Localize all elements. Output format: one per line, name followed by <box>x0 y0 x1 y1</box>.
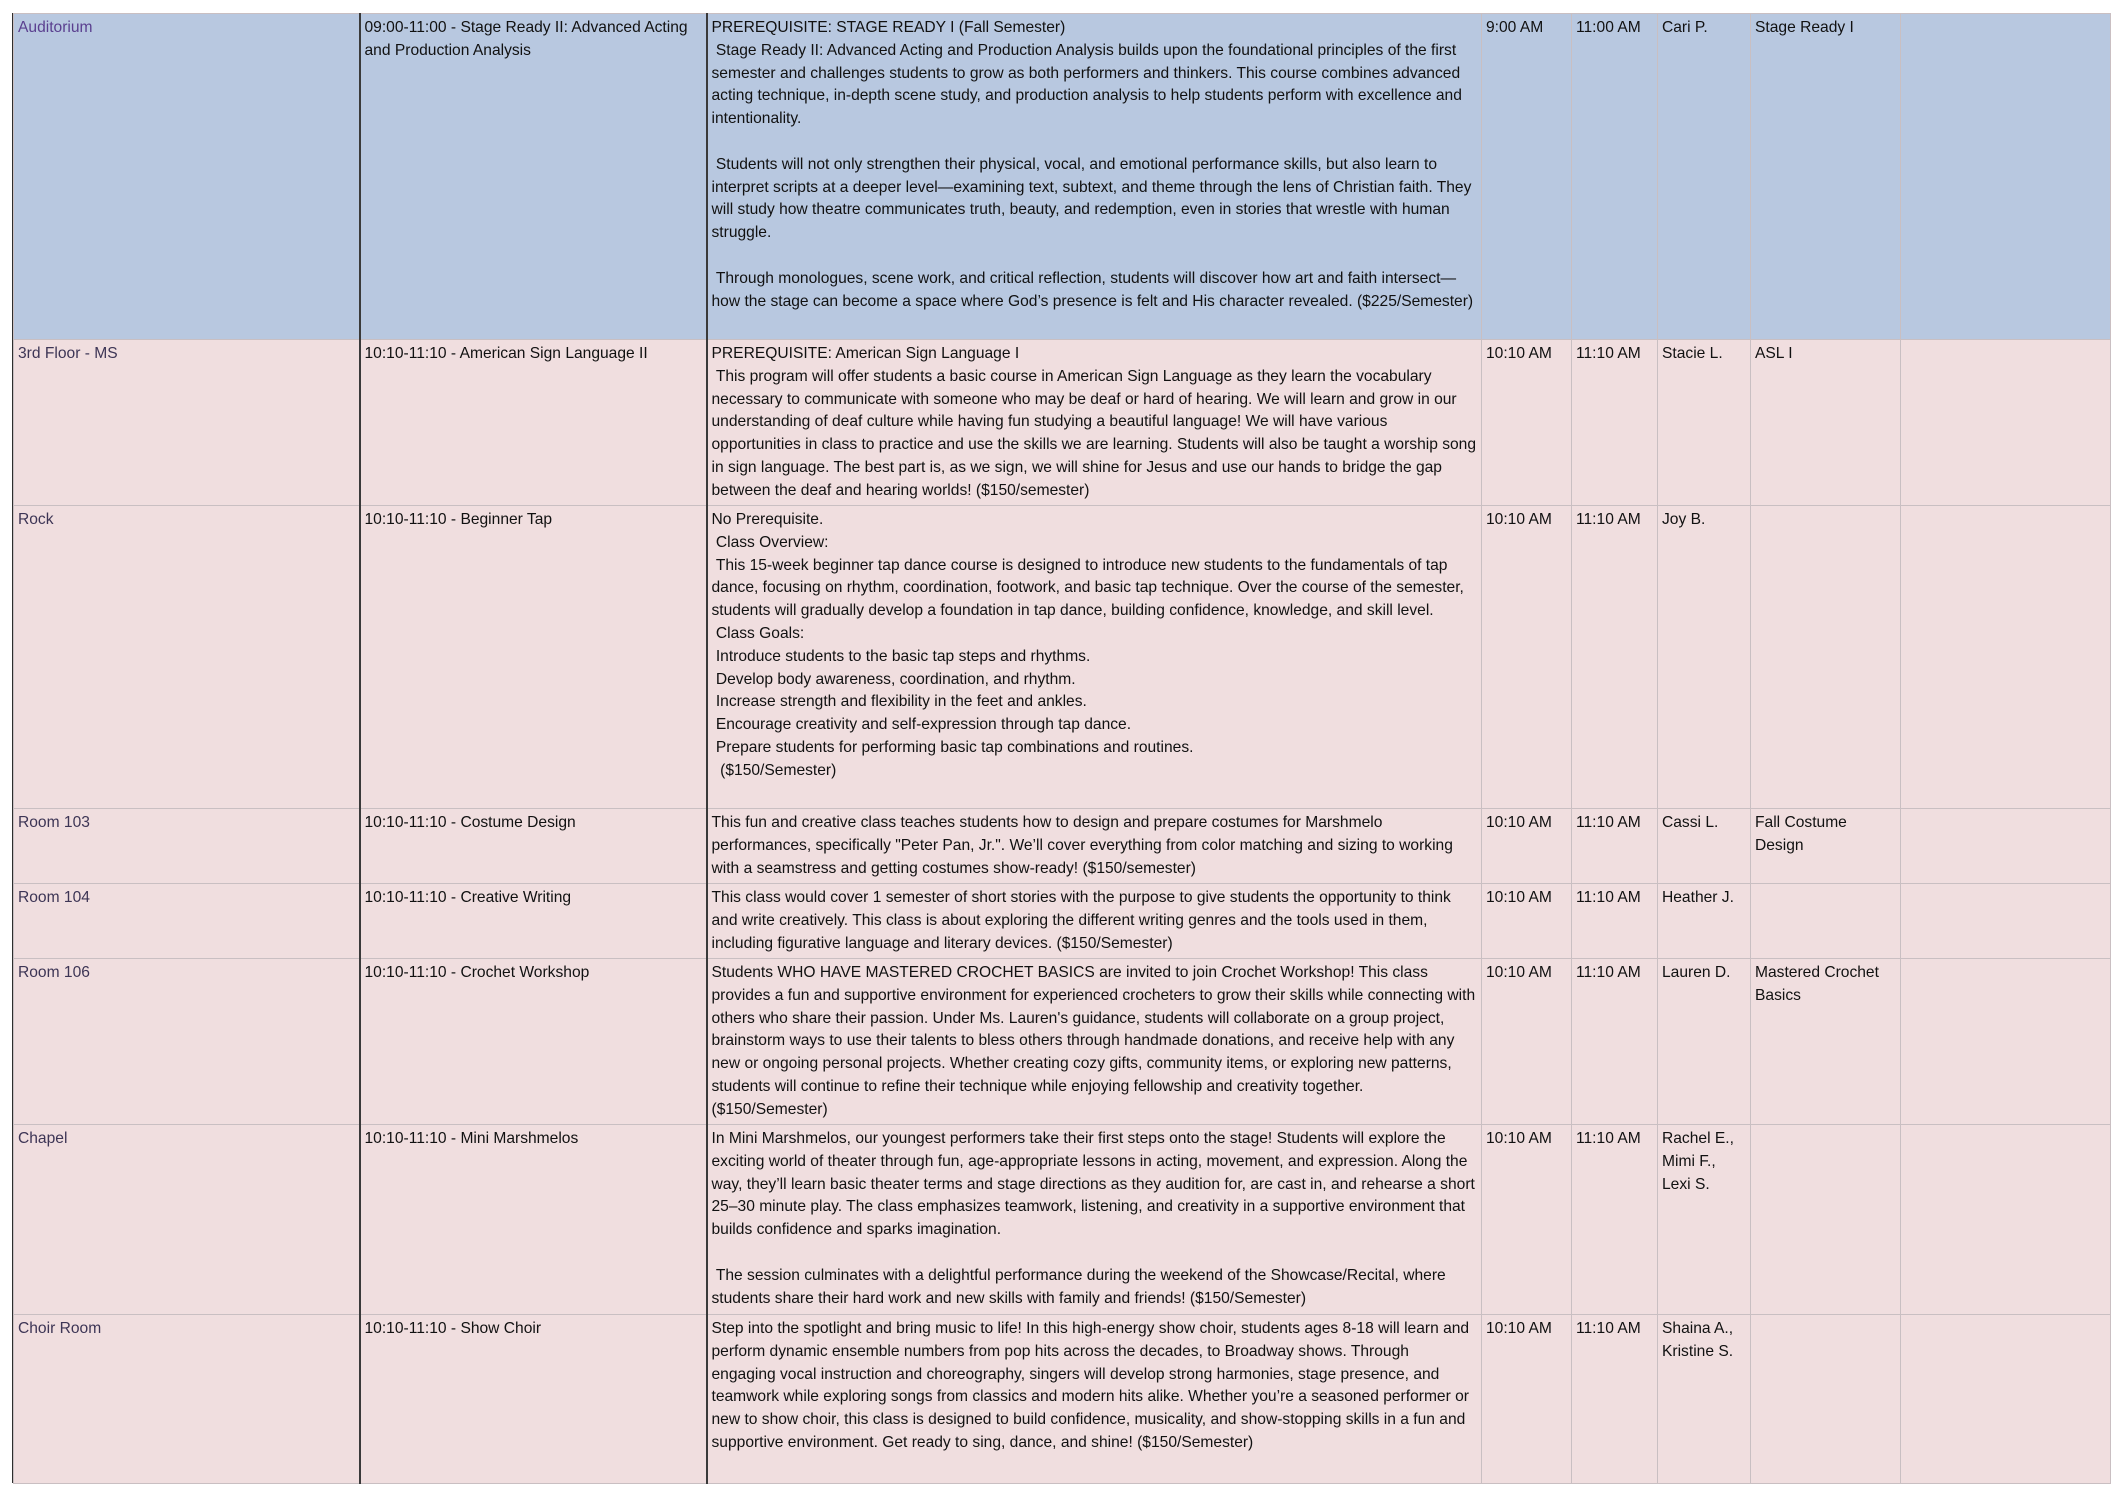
description-cell[interactable]: PREREQUISITE: STAGE READY I (Fall Semester) Stage Ready II: Advanced Acting and Production Analysis builds upon the foundational principles of the first semester and challenges students to grow as both performers and thinkers. This course combines advanced acting technique, in-depth scene study, and production analysis to help students perform with excellence and intentionality. Students will not only strengthen their physical, vocal, and emotional performance skills, but also learn to interpret scripts at a deeper level—examining text, subtext, and theme through the lens of Christian faith. They will study how theatre communicates truth, beauty, and redemption, even in stories that wrestle with human struggle. Through monologues, scene work, and critical reflection, students will discover how art and faith intersect—how the stage can become a space where God’s presence is felt and His character revealed. ($225/Semester) <box>707 14 1482 340</box>
end-time-cell[interactable]: 11:10 AM <box>1572 884 1658 959</box>
room-cell[interactable]: 3rd Floor - MS <box>14 340 360 506</box>
empty-cell[interactable] <box>1901 1125 2111 1315</box>
prerequisite-cell[interactable]: Mastered Crochet Basics <box>1751 959 1901 1125</box>
prerequisite-cell[interactable] <box>1751 1125 1901 1315</box>
class-cell[interactable]: 10:10-11:10 - Show Choir <box>360 1315 707 1484</box>
teacher-cell[interactable]: Joy B. <box>1658 506 1751 809</box>
empty-cell[interactable] <box>1901 884 2111 959</box>
prerequisite-cell[interactable]: ASL I <box>1751 340 1901 506</box>
teacher-cell[interactable]: Stacie L. <box>1658 340 1751 506</box>
start-time-cell[interactable]: 10:10 AM <box>1482 884 1572 959</box>
description-cell[interactable]: This class would cover 1 semester of short stories with the purpose to give students the opportunity to think and write creatively. This class is about exploring the different writing genres and the tools used in them, including figurative language and literary devices. ($150/Semester) <box>707 884 1482 959</box>
end-time-cell[interactable]: 11:10 AM <box>1572 959 1658 1125</box>
end-time-cell[interactable]: 11:10 AM <box>1572 1315 1658 1484</box>
table-row[interactable] <box>14 1125 2111 1315</box>
table-row[interactable] <box>14 14 2111 340</box>
class-cell[interactable]: 10:10-11:10 - Costume Design <box>360 809 707 884</box>
prerequisite-cell[interactable] <box>1751 884 1901 959</box>
empty-cell[interactable] <box>1901 506 2111 809</box>
start-time-cell[interactable]: 10:10 AM <box>1482 1315 1572 1484</box>
end-time-cell[interactable]: 11:10 AM <box>1572 340 1658 506</box>
class-cell[interactable]: 10:10-11:10 - Creative Writing <box>360 884 707 959</box>
class-cell[interactable]: 10:10-11:10 - Beginner Tap <box>360 506 707 809</box>
start-time-cell[interactable]: 9:00 AM <box>1482 14 1572 340</box>
start-time-cell[interactable]: 10:10 AM <box>1482 340 1572 506</box>
end-time-cell[interactable]: 11:00 AM <box>1572 14 1658 340</box>
room-cell[interactable]: Room 106 <box>14 959 360 1125</box>
table-row[interactable] <box>14 809 2111 884</box>
room-cell[interactable]: Chapel <box>14 1125 360 1315</box>
class-cell[interactable]: 09:00-11:00 - Stage Ready II: Advanced Acting and Production Analysis <box>360 14 707 340</box>
room-cell[interactable]: Room 104 <box>14 884 360 959</box>
prerequisite-cell[interactable]: Stage Ready I <box>1751 14 1901 340</box>
room-cell[interactable]: Choir Room <box>14 1315 360 1484</box>
description-cell[interactable]: No Prerequisite. Class Overview: This 15-week beginner tap dance course is designed to introduce new students to the fundamentals of tap dance, focusing on rhythm, coordination, footwork, and basic tap technique. Over the course of the semester, students will gradually develop a foundation in tap dance, building confidence, knowledge, and skill level. Class Goals: Introduce students to the basic tap steps and rhythms. Develop body awareness, coordination, and rhythm. Increase strength and flexibility in the feet and ankles. Encourage creativity and self-expression through tap dance. Prepare students for performing basic tap combinations and routines. ($150/Semester) <box>707 506 1482 809</box>
teacher-cell[interactable]: Heather J. <box>1658 884 1751 959</box>
prerequisite-cell[interactable]: Fall Costume Design <box>1751 809 1901 884</box>
description-cell[interactable]: PREREQUISITE: American Sign Language I This program will offer students a basic course in American Sign Language as they learn the vocabulary necessary to communicate with someone who may be deaf or hard of hearing. We will learn and grow in our understanding of deaf culture while having fun studying a beautiful language! We will have various opportunities in class to practice and use the skills we are learning. Students will also be taught a worship song in sign language. The best part is, as we sign, we will shine for Jesus and use our hands to bridge the gap between the deaf and hearing worlds! ($150/semester) <box>707 340 1482 506</box>
description-cell[interactable]: Students WHO HAVE MASTERED CROCHET BASICS are invited to join Crochet Workshop! This class provides a fun and supportive environment for experienced crocheters to grow their skills while connecting with others who share their passion. Under Ms. Lauren's guidance, students will collaborate on a group project, brainstorm ways to use their talents to bless others through handmade donations, and receive help with any new or ongoing personal projects. Whether creating cozy gifts, community items, or exploring new patterns, students will continue to refine their technique while enjoying fellowship and creativity together. ($150/Semester) <box>707 959 1482 1125</box>
schedule-table <box>13 13 2111 1484</box>
empty-cell[interactable] <box>1901 1315 2111 1484</box>
table-row[interactable] <box>14 1315 2111 1484</box>
table-row[interactable] <box>14 959 2111 1125</box>
empty-cell[interactable] <box>1901 809 2111 884</box>
empty-cell[interactable] <box>1901 340 2111 506</box>
description-cell[interactable]: In Mini Marshmelos, our youngest performers take their first steps onto the stage! Students will explore the exciting world of theater through fun, age-appropriate lessons in acting, movement, and expression. Along the way, they’ll learn basic theater terms and stage directions as they audition for, are cast in, and rehearse a short 25–30 minute play. The class emphasizes teamwork, listening, and creativity in a supportive environment that builds confidence and sparks imagination. The session culminates with a delightful performance during the weekend of the Showcase/Recital, where students share their hard work and new skills with family and friends! ($150/Semester) <box>707 1125 1482 1315</box>
teacher-cell[interactable]: Shaina A., Kristine S. <box>1658 1315 1751 1484</box>
teacher-cell[interactable]: Rachel E., Mimi F., Lexi S. <box>1658 1125 1751 1315</box>
description-cell[interactable]: Step into the spotlight and bring music to life! In this high-energy show choir, students ages 8-18 will learn and perform dynamic ensemble numbers from pop hits across the decades, to Broadway shows. Through engaging vocal instruction and choreography, singers will develop strong harmonies, stage presence, and teamwork while exploring songs from classics and modern hits alike. Whether you’re a seasoned performer or new to show choir, this class is designed to build confidence, musicality, and show-stopping skills in a fun and supportive environment. Get ready to sing, dance, and shine! ($150/Semester) <box>707 1315 1482 1484</box>
table-row[interactable] <box>14 340 2111 506</box>
empty-cell[interactable] <box>1901 959 2111 1125</box>
start-time-cell[interactable]: 10:10 AM <box>1482 1125 1572 1315</box>
end-time-cell[interactable]: 11:10 AM <box>1572 506 1658 809</box>
end-time-cell[interactable]: 11:10 AM <box>1572 1125 1658 1315</box>
class-cell[interactable]: 10:10-11:10 - Mini Marshmelos <box>360 1125 707 1315</box>
description-cell[interactable]: This fun and creative class teaches students how to design and prepare costumes for Marshmelo performances, specifically "Peter Pan, Jr.". We’ll cover everything from color matching and sizing to working with a seamstress and getting costumes show-ready! ($150/semester) <box>707 809 1482 884</box>
end-time-cell[interactable]: 11:10 AM <box>1572 809 1658 884</box>
start-time-cell[interactable]: 10:10 AM <box>1482 506 1572 809</box>
table-row[interactable] <box>14 884 2111 959</box>
teacher-cell[interactable]: Cassi L. <box>1658 809 1751 884</box>
class-cell[interactable]: 10:10-11:10 - Crochet Workshop <box>360 959 707 1125</box>
prerequisite-cell[interactable] <box>1751 506 1901 809</box>
prerequisite-cell[interactable] <box>1751 1315 1901 1484</box>
empty-cell[interactable] <box>1901 14 2111 340</box>
class-cell[interactable]: 10:10-11:10 - American Sign Language II <box>360 340 707 506</box>
table-row[interactable] <box>14 506 2111 809</box>
start-time-cell[interactable]: 10:10 AM <box>1482 959 1572 1125</box>
room-cell[interactable]: Rock <box>14 506 360 809</box>
teacher-cell[interactable]: Cari P. <box>1658 14 1751 340</box>
teacher-cell[interactable]: Lauren D. <box>1658 959 1751 1125</box>
room-cell[interactable]: Room 103 <box>14 809 360 884</box>
room-cell[interactable]: Auditorium <box>14 14 360 340</box>
start-time-cell[interactable]: 10:10 AM <box>1482 809 1572 884</box>
